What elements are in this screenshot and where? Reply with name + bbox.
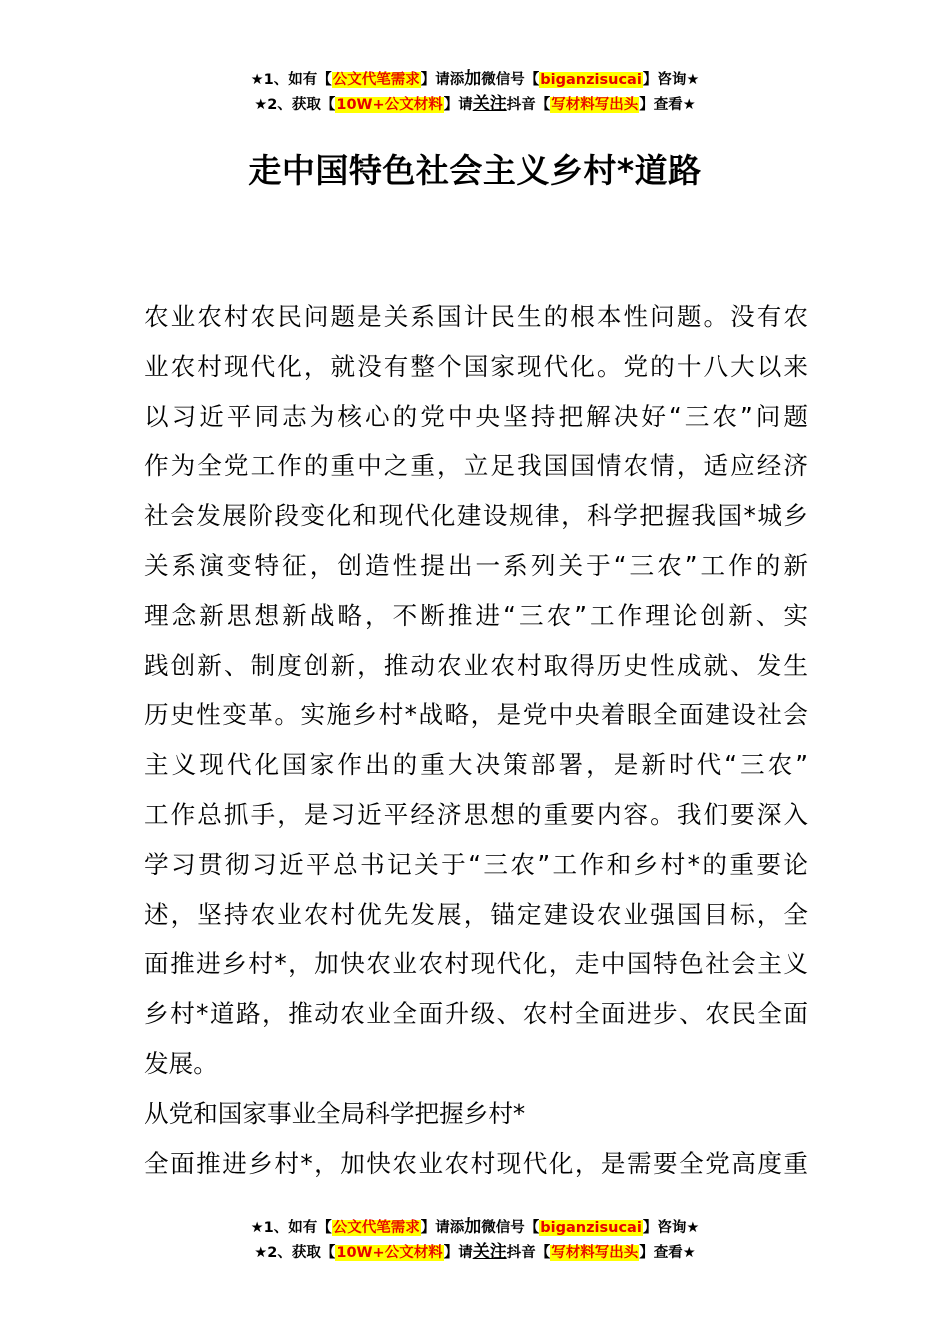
banner-text: 抖音【	[506, 97, 551, 113]
body-line: 主义现代化国家作出的重大决策部署，是新时代“三农”	[144, 750, 808, 780]
banner-text: 】查看★	[639, 1245, 696, 1261]
body-line: 社会发展阶段变化和现代化建设规律，科学把握我国*城乡	[144, 501, 808, 531]
body-line: 践创新、制度创新，推动农业农村取得历史性成就、发生	[144, 650, 808, 680]
banner-highlight: 写材料写出头	[551, 97, 639, 113]
body-line: 作为全党工作的重中之重，立足我国国情农情，适应经济	[144, 451, 808, 481]
body-line: 业农村现代化，就没有整个国家现代化。党的十八大以来	[144, 351, 808, 381]
banner-highlight: 10W+公文材料	[336, 97, 443, 113]
banner-emphasis: 加	[464, 69, 482, 89]
banner-highlight: biganzisucai	[540, 72, 642, 88]
banner-text: 】请	[443, 97, 473, 113]
banner-line-2	[0, 1240, 950, 1265]
body-line: 工作总抓手，是习近平经济思想的重要内容。我们要深入	[144, 799, 808, 829]
banner-emphasis: 加	[464, 1217, 482, 1237]
banner-highlight: 公文代笔需求	[332, 1220, 420, 1236]
banner-line-2	[0, 92, 950, 117]
banner-line-1	[0, 67, 950, 92]
banner-text: 】咨询★	[642, 72, 700, 88]
body-line: 农业农村农民问题是关系国计民生的根本性问题。没有农	[144, 302, 808, 331]
body-line: 述，坚持农业农村优先发展，锚定建设农业强国目标，全	[144, 899, 808, 929]
banner-text: 】查看★	[639, 97, 696, 113]
banner-underline: 关注	[472, 94, 507, 114]
body-line: 全面推进乡村*，加快农业农村现代化，是需要全党高度重	[144, 1148, 808, 1178]
banner-text: 】请	[443, 1245, 473, 1261]
body-line: 发展。	[144, 1048, 218, 1078]
body-line: 理念新思想新战略，不断推进“三农”工作理论创新、实	[144, 600, 808, 630]
body-line: 以习近平同志为核心的党中央坚持把解决好“三农”问题	[144, 401, 808, 431]
banner-text: ★2、获取【	[254, 1245, 336, 1261]
banner-text: ★1、如有【	[250, 1220, 332, 1236]
banner-highlight: 写材料写出头	[551, 1245, 639, 1261]
header-banner	[0, 67, 950, 117]
banner-text: 微信号【	[481, 72, 540, 88]
banner-highlight: biganzisucai	[540, 1220, 642, 1236]
banner-underline: 关注	[472, 1242, 507, 1262]
body-line: 乡村*道路，推动农业全面升级、农村全面进步、农民全面	[144, 999, 808, 1029]
banner-text: 】请添	[420, 72, 465, 88]
document-body	[144, 292, 808, 1188]
section-heading: 从党和国家事业全局科学把握乡村*	[144, 1098, 526, 1128]
body-line: 面推进乡村*，加快农业农村现代化，走中国特色社会主义	[144, 949, 808, 979]
body-line: 学习贯彻习近平总书记关于“三农”工作和乡村*的重要论	[144, 849, 808, 879]
banner-line-1	[0, 1215, 950, 1240]
banner-text: ★2、获取【	[254, 97, 336, 113]
body-line: 关系演变特征，创造性提出一系列关于“三农”工作的新	[144, 550, 808, 580]
document-title: 走中国特色社会主义乡村*道路	[248, 151, 702, 190]
footer-banner	[0, 1215, 950, 1265]
body-line: 历史性变革。实施乡村*战略，是党中央着眼全面建设社会	[144, 700, 808, 730]
banner-text: 】咨询★	[642, 1220, 700, 1236]
banner-text: 】请添	[420, 1220, 465, 1236]
banner-highlight: 公文代笔需求	[332, 72, 420, 88]
banner-text: 抖音【	[506, 1245, 551, 1261]
banner-text: ★1、如有【	[250, 72, 332, 88]
banner-highlight: 10W+公文材料	[336, 1245, 443, 1261]
banner-text: 微信号【	[481, 1220, 540, 1236]
